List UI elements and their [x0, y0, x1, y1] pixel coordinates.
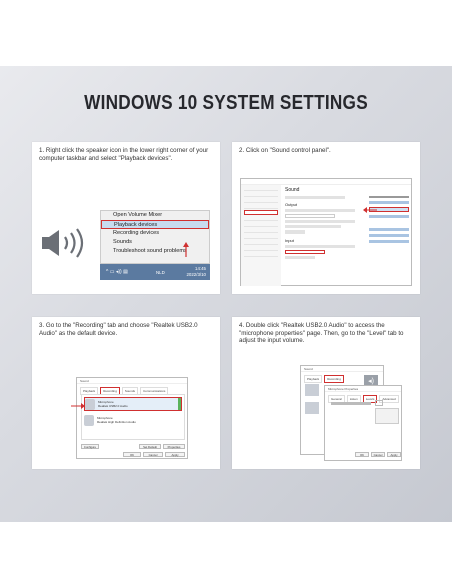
device-name: Microphone — [97, 416, 113, 420]
troubleshoot-button[interactable] — [285, 230, 305, 234]
microphone-properties-dialog — [324, 385, 402, 461]
device-realtek-usb[interactable] — [84, 397, 182, 411]
tray-icons[interactable]: ^ ▭ ◂)) ▤ — [106, 269, 128, 275]
tab-sounds[interactable]: Sounds — [122, 387, 138, 395]
ok-button[interactable]: OK — [355, 452, 369, 457]
cancel-button[interactable]: Cancel — [143, 452, 163, 457]
sidebar-item[interactable] — [244, 216, 278, 221]
step-1-text: 1. Right click the speaker icon in the lower right corner of your computer taskbar and select "Playback devices". — [39, 147, 209, 162]
step-2-card — [232, 142, 420, 294]
text-line — [285, 196, 345, 199]
step-3-card — [32, 317, 220, 469]
text-line — [285, 225, 341, 228]
settings-content — [285, 187, 365, 261]
microphone-icon — [84, 415, 94, 426]
step-1-card — [32, 142, 220, 294]
volume-icon: ◂) — [364, 375, 378, 389]
cancel-button[interactable]: Cancel — [371, 452, 385, 457]
dialog-title: Sound — [301, 366, 383, 372]
set-default-button[interactable]: Set Default — [139, 444, 161, 449]
menu-item-playback-devices[interactable]: Playback devices — [101, 220, 209, 229]
microphone-icon — [85, 399, 95, 410]
level-value[interactable] — [375, 400, 383, 406]
context-menu — [100, 210, 210, 264]
device-name: Microphone — [98, 400, 114, 404]
device-realtek-hd[interactable] — [84, 413, 182, 427]
output-device-select[interactable] — [285, 214, 335, 218]
sidebar-item[interactable] — [244, 234, 278, 239]
text-line — [285, 256, 315, 259]
step-2-text: 2. Click on "Sound control panel". — [239, 147, 331, 154]
sidebar-item[interactable] — [244, 198, 278, 203]
device-detail: Realtek High Definition Audio — [97, 420, 136, 424]
dialog-title: Sound — [77, 378, 187, 384]
language-indicator[interactable]: NLD — [156, 270, 165, 275]
text-line — [285, 209, 355, 212]
level-meter — [178, 398, 181, 410]
apply-button[interactable]: Apply — [387, 452, 401, 457]
step-3-text: 3. Go to the "Recording" tab and choose "Realtek USB2.0 Audio" as the default device. — [39, 322, 198, 337]
microphone-icon — [305, 402, 319, 414]
mic-dialog-title: Microphone Properties — [325, 386, 401, 392]
menu-item-troubleshoot[interactable]: Troubleshoot sound problems — [113, 248, 187, 254]
properties-button[interactable]: Properties — [163, 444, 185, 449]
sidebar-item[interactable] — [244, 186, 278, 191]
related-settings — [369, 193, 409, 246]
clock-time: 14:45 — [195, 266, 206, 271]
device-list — [81, 394, 185, 440]
sidebar-item-sound[interactable] — [244, 210, 278, 215]
clock[interactable] — [186, 266, 206, 278]
boost-panel — [375, 408, 399, 424]
arrow-left-icon — [363, 207, 377, 213]
sidebar-item[interactable] — [244, 192, 278, 197]
menu-item-recording-devices[interactable]: Recording devices — [113, 230, 160, 236]
related-link[interactable] — [369, 228, 409, 231]
settings-sidebar — [241, 185, 281, 286]
sidebar-item[interactable] — [244, 240, 278, 245]
sidebar-item[interactable] — [244, 252, 278, 257]
step-4-text: 4. Double click "Realtek USB2.0 Audio" to access the "microphone properties" page. Then, go to the "Level" tab to adjust the input volume. — [239, 322, 404, 345]
arrow-right-icon — [71, 402, 85, 410]
sidebar-item[interactable] — [244, 228, 278, 233]
page-title: WINDOWS 10 SYSTEM SETTINGS — [84, 92, 368, 114]
apply-button[interactable]: Apply — [165, 452, 185, 457]
output-label: Output — [285, 202, 298, 207]
tab-general[interactable]: General — [328, 395, 345, 403]
tab-listen[interactable]: Listen — [347, 395, 361, 403]
settings-window — [240, 178, 412, 286]
tab-recording[interactable]: Recording — [324, 375, 344, 383]
taskbar — [100, 264, 210, 280]
related-link[interactable] — [369, 215, 409, 218]
tab-levels[interactable]: Levels — [363, 395, 378, 403]
speaker-icon — [40, 228, 92, 258]
step-4-card — [232, 317, 420, 469]
tab-recording[interactable]: Recording — [100, 387, 120, 395]
input-label: Input — [285, 238, 294, 243]
arrow-up-icon — [182, 242, 190, 258]
tab-playback[interactable]: Playback — [80, 387, 98, 395]
tab-playback[interactable]: Playback — [304, 375, 322, 383]
related-heading — [369, 196, 409, 198]
input-device-select[interactable] — [285, 250, 325, 254]
configure-button[interactable]: Configure — [81, 444, 99, 449]
tab-advanced[interactable]: Advanced — [379, 395, 398, 403]
tab-communications[interactable]: Communications — [140, 387, 168, 395]
menu-item-volume-mixer[interactable]: Open Volume Mixer — [113, 212, 163, 218]
related-link[interactable] — [369, 234, 409, 237]
microphone-icon — [305, 384, 319, 396]
related-link[interactable] — [369, 201, 409, 204]
sidebar-item[interactable] — [244, 246, 278, 251]
sidebar-item[interactable] — [244, 204, 278, 209]
clock-date: 2022/3/10 — [186, 272, 206, 277]
device-detail: Realtek USB2.0 Audio — [98, 404, 128, 408]
recording-dialog — [76, 377, 188, 459]
sidebar-item[interactable] — [244, 222, 278, 227]
level-slider[interactable] — [331, 402, 371, 405]
related-link[interactable] — [369, 240, 409, 243]
menu-item-sounds[interactable]: Sounds — [113, 239, 132, 245]
text-line — [285, 245, 355, 248]
settings-heading: Sound — [285, 187, 300, 193]
text-line — [285, 220, 355, 223]
ok-button[interactable]: OK — [123, 452, 141, 457]
